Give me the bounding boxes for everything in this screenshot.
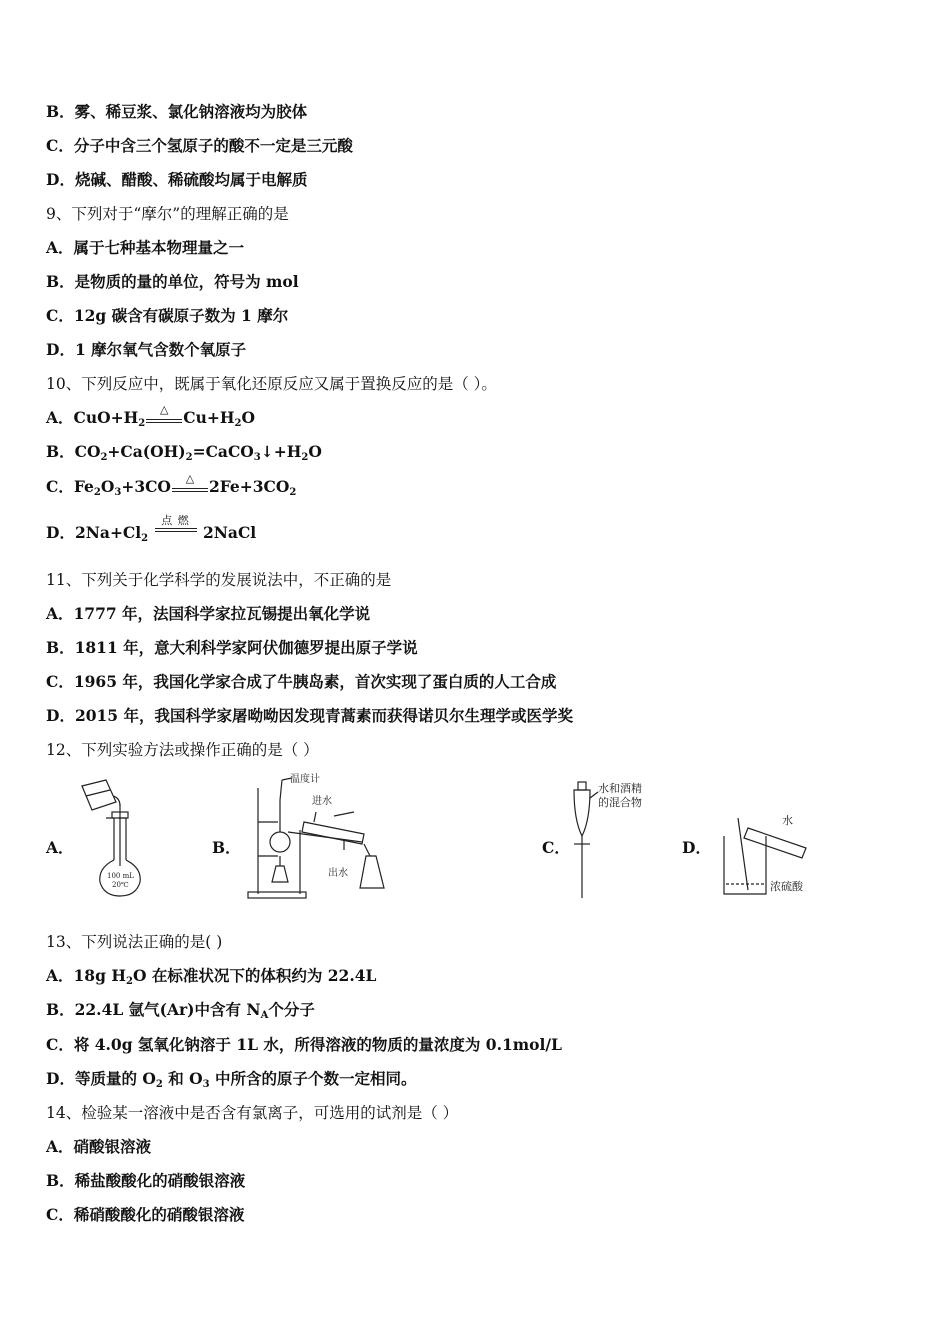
q13-option-d: D．等质量的 $O_2$ 和 $O_3$ 中所含的原子个数一定相同。: [46, 1069, 417, 1090]
q13-option-d-text-1: 等质量的: [74, 1069, 137, 1088]
q9-option-c: C．12g 碳含有碳原子数为 1 摩尔: [46, 306, 289, 325]
q12-label-a: A．: [46, 838, 74, 857]
acid-dilution-figure: [718, 810, 818, 902]
q10-option-c-label: C．: [46, 477, 74, 496]
q9-stem: 9、下列对于“摩尔”的理解正确的是: [46, 205, 289, 223]
separatory-funnel-figure: [568, 780, 658, 900]
q12-label-d: D．: [682, 838, 711, 857]
heat-symbol: △: [160, 403, 169, 416]
volumetric-flask-figure: [76, 776, 146, 900]
water-out-label: 出水: [328, 868, 348, 879]
q13-option-d-label: D．: [46, 1069, 75, 1088]
q11-option-a: A．1777 年，法国科学家拉瓦锡提出氧化学说: [46, 604, 371, 623]
q11-option-c: C．1965 年，我国化学家合成了牛胰岛素，首次实现了蛋白质的人工合成: [46, 672, 557, 691]
q13-option-d-text-2: 中所含的原子个数一定相同。: [215, 1069, 417, 1088]
q14-option-a: A．硝酸银溶液: [46, 1137, 152, 1156]
q10-stem: 10、下列反应中，既属于氧化还原反应又属于置换反应的是（ ）。: [46, 375, 497, 393]
q13-stem: 13、下列说法正确的是( ): [46, 933, 223, 951]
q14-stem: 14、检验某一溶液中是否含有氯离子，可选用的试剂是（ ）: [46, 1104, 459, 1122]
q10-option-d-label: D．: [46, 523, 75, 542]
flask-volume-label: 100 mL: [107, 872, 134, 880]
thermometer-label: 温度计: [290, 774, 320, 785]
q10-option-a: A．$CuO+H_2$ △ $Cu+H_2O$: [46, 408, 255, 428]
q12-label-c: C．: [542, 838, 570, 857]
heat-condition: [146, 403, 182, 428]
q9-option-d: D．1 摩尔氧气含数个氧原子: [46, 340, 247, 359]
q10-option-d: D．$2Na+Cl_2$ 点 燃 2NaCl: [46, 523, 256, 543]
q8-option-d: D．烧碱、醋酸、稀硫酸均属于电解质: [46, 170, 308, 189]
q10-option-c: C．$Fe_2O_3+3CO$ △ $2Fe+3CO_2$: [46, 477, 296, 497]
q9-option-a: A．属于七种基本物理量之一: [46, 238, 245, 257]
heat-condition-2: [172, 472, 208, 497]
acid-label: 浓硫酸: [770, 880, 803, 893]
q13-option-c: C．将 4.0g 氢氧化钠溶于 1L 水，所得溶液的物质的量浓度为 0.1mol/L: [46, 1035, 562, 1054]
flask-temp-label: 20℃: [112, 881, 129, 889]
q13-option-b: B．22.4L 氩气(Ar)中含有 $N_A$个分子: [46, 1000, 315, 1021]
water-label: 水: [782, 814, 793, 827]
q11-option-b: B．1811 年，意大利科学家阿伏伽德罗提出原子学说: [46, 638, 418, 657]
mixture-label-1: 水和酒精: [598, 782, 642, 795]
q11-stem: 11、下列关于化学科学的发展说法中，不正确的是: [46, 571, 392, 589]
q10-option-a-label: A．: [46, 408, 74, 427]
q10-option-b: B．$CO_2+Ca(OH)_2=CaCO_3↓+H_2O$: [46, 442, 322, 463]
q11-option-d: D．2015 年，我国科学家屠呦呦因发现青蒿素而获得诺贝尔生理学或医学奖: [46, 706, 573, 725]
heat-symbol-2: △: [185, 472, 195, 485]
water-in-label: 进水: [312, 796, 332, 807]
ignite-condition: [155, 514, 197, 543]
ignite-text: 点 燃: [161, 514, 190, 527]
mixture-label-2: 的混合物: [598, 796, 642, 809]
q10-option-b-label: B．: [46, 442, 75, 461]
q8-option-b: B．雾、稀豆浆、氯化钠溶液均为胶体: [46, 102, 308, 121]
q8-option-c: C．分子中含三个氢原子的酸不一定是三元酸: [46, 136, 353, 155]
distillation-figure: [244, 770, 398, 902]
q9-option-b: B．是物质的量的单位，符号为 mol: [46, 272, 299, 291]
q12-label-b: B．: [212, 838, 241, 857]
q12-stem: 12、下列实验方法或操作正确的是（ ）: [46, 741, 319, 759]
q13-option-a: A．18g $H_2O$ 在标准状况下的体积约为 22.4L: [46, 966, 377, 987]
q14-option-b: B．稀盐酸酸化的硝酸银溶液: [46, 1171, 246, 1190]
q14-option-c: C．稀硝酸酸化的硝酸银溶液: [46, 1205, 245, 1224]
